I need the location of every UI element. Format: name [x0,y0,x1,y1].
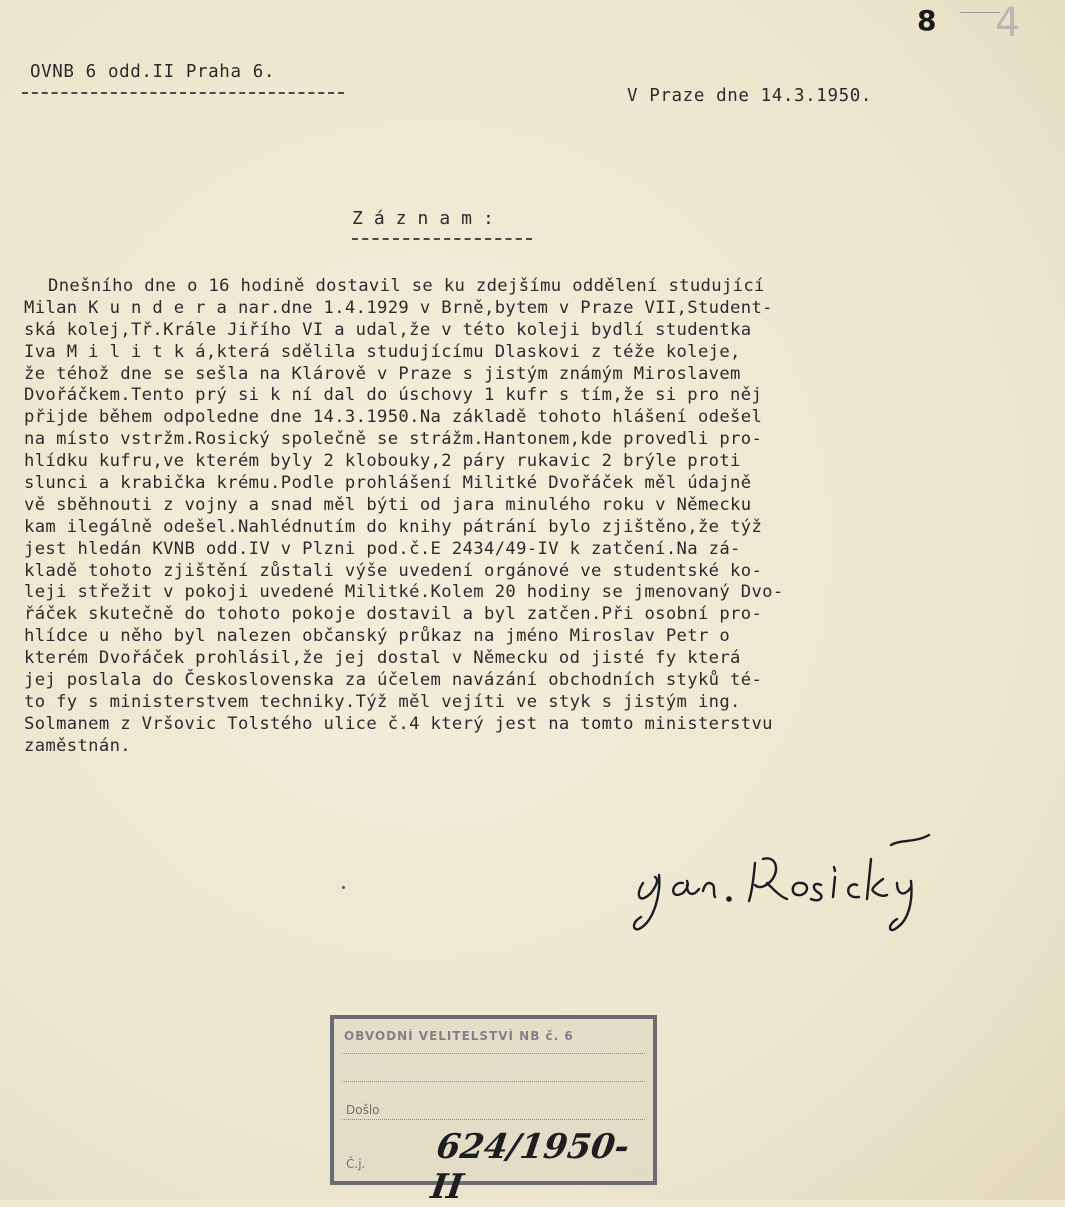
document-title: Záznam: [352,208,505,229]
office-underline [22,92,344,94]
stamp-row [342,1081,645,1082]
body-line: slunci a krabička krému.Podle prohlášení Militké Dvořáček měl údajně [24,473,752,494]
body-line: Milan K u n d e r a nar.dne 1.4.1929 v Brně,bytem v Praze VII,Student- [24,297,773,318]
body-line: jest hledán KVNB odd.IV v Plzni pod.č.E 2434/49-IV k zatčení.Na zá- [24,538,741,559]
stamp-label-received: Došlo [346,1103,380,1117]
body-line: Solmanem z Vršovic Tolstého ulice č.4 který jest na tomto ministerstvu [24,713,773,734]
body-line: Dnešního dne o 16 hodině dostavil se ku zdejšímu oddělení studující [48,276,765,296]
body-line: že téhož dne se sešla na Klárově v Praze s jistým známým Miroslavem [24,363,741,384]
body-line: jej poslala do Československa za účelem navázání obchodních styků té- [24,670,763,691]
office-header: OVNB 6 odd.II Praha 6. [30,62,275,82]
record-body [24,276,1044,758]
body-line: řáček skutečně do tohoto pokoje dostavil a byl zatčen.Při osobní pro- [24,604,763,625]
body-line: zaměstnán. [24,735,131,756]
body-line: hlídku kufru,ve kterém byly 2 klobouky,2 páry rukavic 2 brýle proti [24,451,741,472]
stamp-row [342,1053,645,1054]
title-underline [352,238,532,240]
body-line: na místo vstržm.Rosický společně se strážm.Hantonem,kde provedli pro- [24,429,763,450]
body-line: kam ilegálně odešel.Nahlédnutím do knihy pátrání bylo zjištěno,že týž [24,516,763,537]
body-line: vě sběhnouti z vojny a snad měl býti od jara minulého roku v Německu [24,494,752,515]
body-line: Dvořáčkem.Tento prý si k ní dal do úschovy 1 kufr s tím,že si pro něj [24,385,763,406]
body-line: kladě tohoto zjištění zůstali výše uvedení orgánové ve studentské ko- [24,560,763,581]
page-number-old: 4 [995,0,1021,46]
stamp-title: OBVODNÍ VELITELSTVÍ NB č. 6 [344,1029,574,1043]
stamp-reference-number: 624/1950-II [428,1127,632,1207]
body-line: ská kolej,Tř.Krále Jiřího VI a udal,že v této koleji bydlí studentka [24,319,752,340]
page-number: 8 [917,4,937,37]
body-line: to fy s ministerstvem techniky.Týž měl vejíti ve styk s jistým ing. [24,691,741,712]
signature [625,825,985,935]
body-line: Iva M i l i t k á,která sdělila studujícímu Dlaskovi z téže koleje, [24,341,741,362]
body-line: přijde během odpoledne dne 14.3.1950.Na základě tohoto hlášení odešel [24,407,763,428]
ink-dot [342,886,345,889]
document-date: V Praze dne 14.3.1950. [627,86,872,106]
body-line: kterém Dvořáček prohlásil,že jej dostal v Německu od jisté fy která [24,648,741,669]
registry-stamp [330,1015,657,1207]
body-line: hlídce u něho byl nalezen občanský průkaz na jméno Miroslav Petr o [24,626,731,647]
corner-mark [960,12,1000,13]
stamp-row [342,1119,645,1120]
stamp-label-ref: Č.j. [346,1157,366,1171]
body-line: leji střežit v pokoji uvedené Militké.Kolem 20 hodiny se jmenovaný Dvo- [24,582,784,603]
